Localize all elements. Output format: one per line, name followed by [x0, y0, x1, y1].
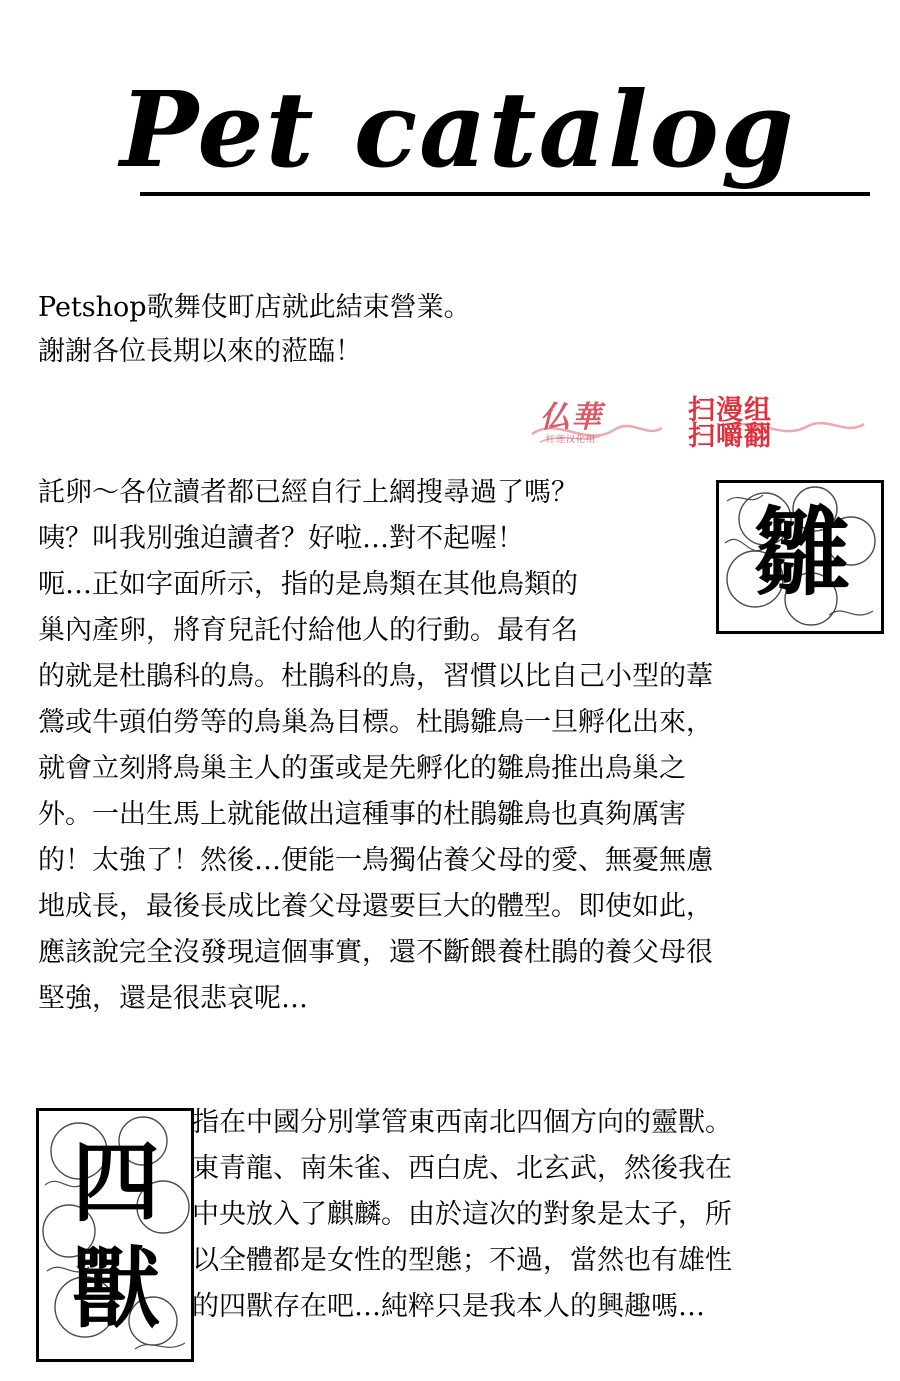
closing-notice — [38, 286, 858, 374]
stamp-red-line-2: 扫嚼翻 — [688, 421, 772, 452]
four-beasts-kanji-panel — [36, 1108, 194, 1362]
four-beasts-kanji-label: 四獸 — [71, 1130, 158, 1340]
section-four-beasts-line-4: 以全體都是女性的型態；不過，當然也有雄性 — [192, 1245, 732, 1276]
page-title-text: Pet catalog — [120, 68, 796, 191]
section-four-beasts-text — [192, 1100, 892, 1330]
section-four-beasts-line-2: 東青龍、南朱雀、西白虎、北玄武，然後我在 — [192, 1153, 732, 1184]
section-chick-line-6: 鶯或牛頭伯勞等的鳥巢為目標。杜鵑雛鳥一旦孵化出來， — [38, 707, 713, 738]
stamp-group-name: 仏華 — [540, 400, 602, 435]
title-underline — [140, 192, 870, 196]
chick-kanji-label: 雛 — [754, 496, 846, 609]
section-chick-line-2: 咦？叫我別強迫讀者？好啦…對不起喔！ — [38, 523, 524, 554]
section-chick-line-8: 外。一出生馬上就能做出這種事的杜鵑雛鳥也真夠厲害 — [38, 799, 686, 830]
section-four-beasts-line-5: 的四獸存在吧…純粹只是我本人的興趣嗎… — [192, 1291, 705, 1322]
section-chick-line-12: 堅強，還是很悲哀呢… — [38, 983, 308, 1014]
section-four-beasts-line-1: 指在中國分別掌管東西南北四個方向的靈獸。 — [192, 1107, 732, 1138]
section-four-beasts-line-3: 中央放入了麒麟。由於這次的對象是太子，所 — [192, 1199, 732, 1230]
section-chick-line-7: 就會立刻將鳥巢主人的蛋或是先孵化的雛鳥推出鳥巢之 — [38, 753, 686, 784]
section-chick-line-11: 應該說完全沒發現這個事實，還不斷餵養杜鵑的養父母很 — [38, 937, 713, 968]
page-title — [120, 70, 880, 220]
section-chick-line-1: 託卵〜各位讀者都已經自行上網搜尋過了嗎？ — [38, 477, 578, 508]
stamp-red-line-1: 扫漫组 — [688, 395, 772, 426]
section-chick-line-4: 巢內產卵，將育兒託付給他人的行動。最有名 — [38, 615, 578, 646]
stamp-group-subtitle: 红莲汉化组 — [546, 435, 597, 445]
section-chick-line-10: 地成長，最後長成比養父母還要巨大的體型。即使如此， — [38, 891, 713, 922]
closing-notice-line-2: 謝謝各位長期以來的蒞臨！ — [38, 336, 362, 367]
scanlation-stamp — [540, 395, 860, 452]
closing-notice-line-1: Petshop歌舞伎町店就此結束營業。 — [38, 292, 471, 323]
section-chick-line-5: 的就是杜鵑科的鳥。杜鵑科的鳥，習慣以比自己小型的葦 — [38, 661, 713, 692]
section-chick-line-9: 的！太強了！然後…便能一鳥獨佔養父母的愛、無憂無慮 — [38, 845, 713, 876]
section-chick-text — [38, 470, 878, 1022]
stamp-red-text — [688, 395, 772, 452]
section-chick-line-3: 呃…正如字面所示，指的是鳥類在其他鳥類的 — [38, 569, 578, 600]
